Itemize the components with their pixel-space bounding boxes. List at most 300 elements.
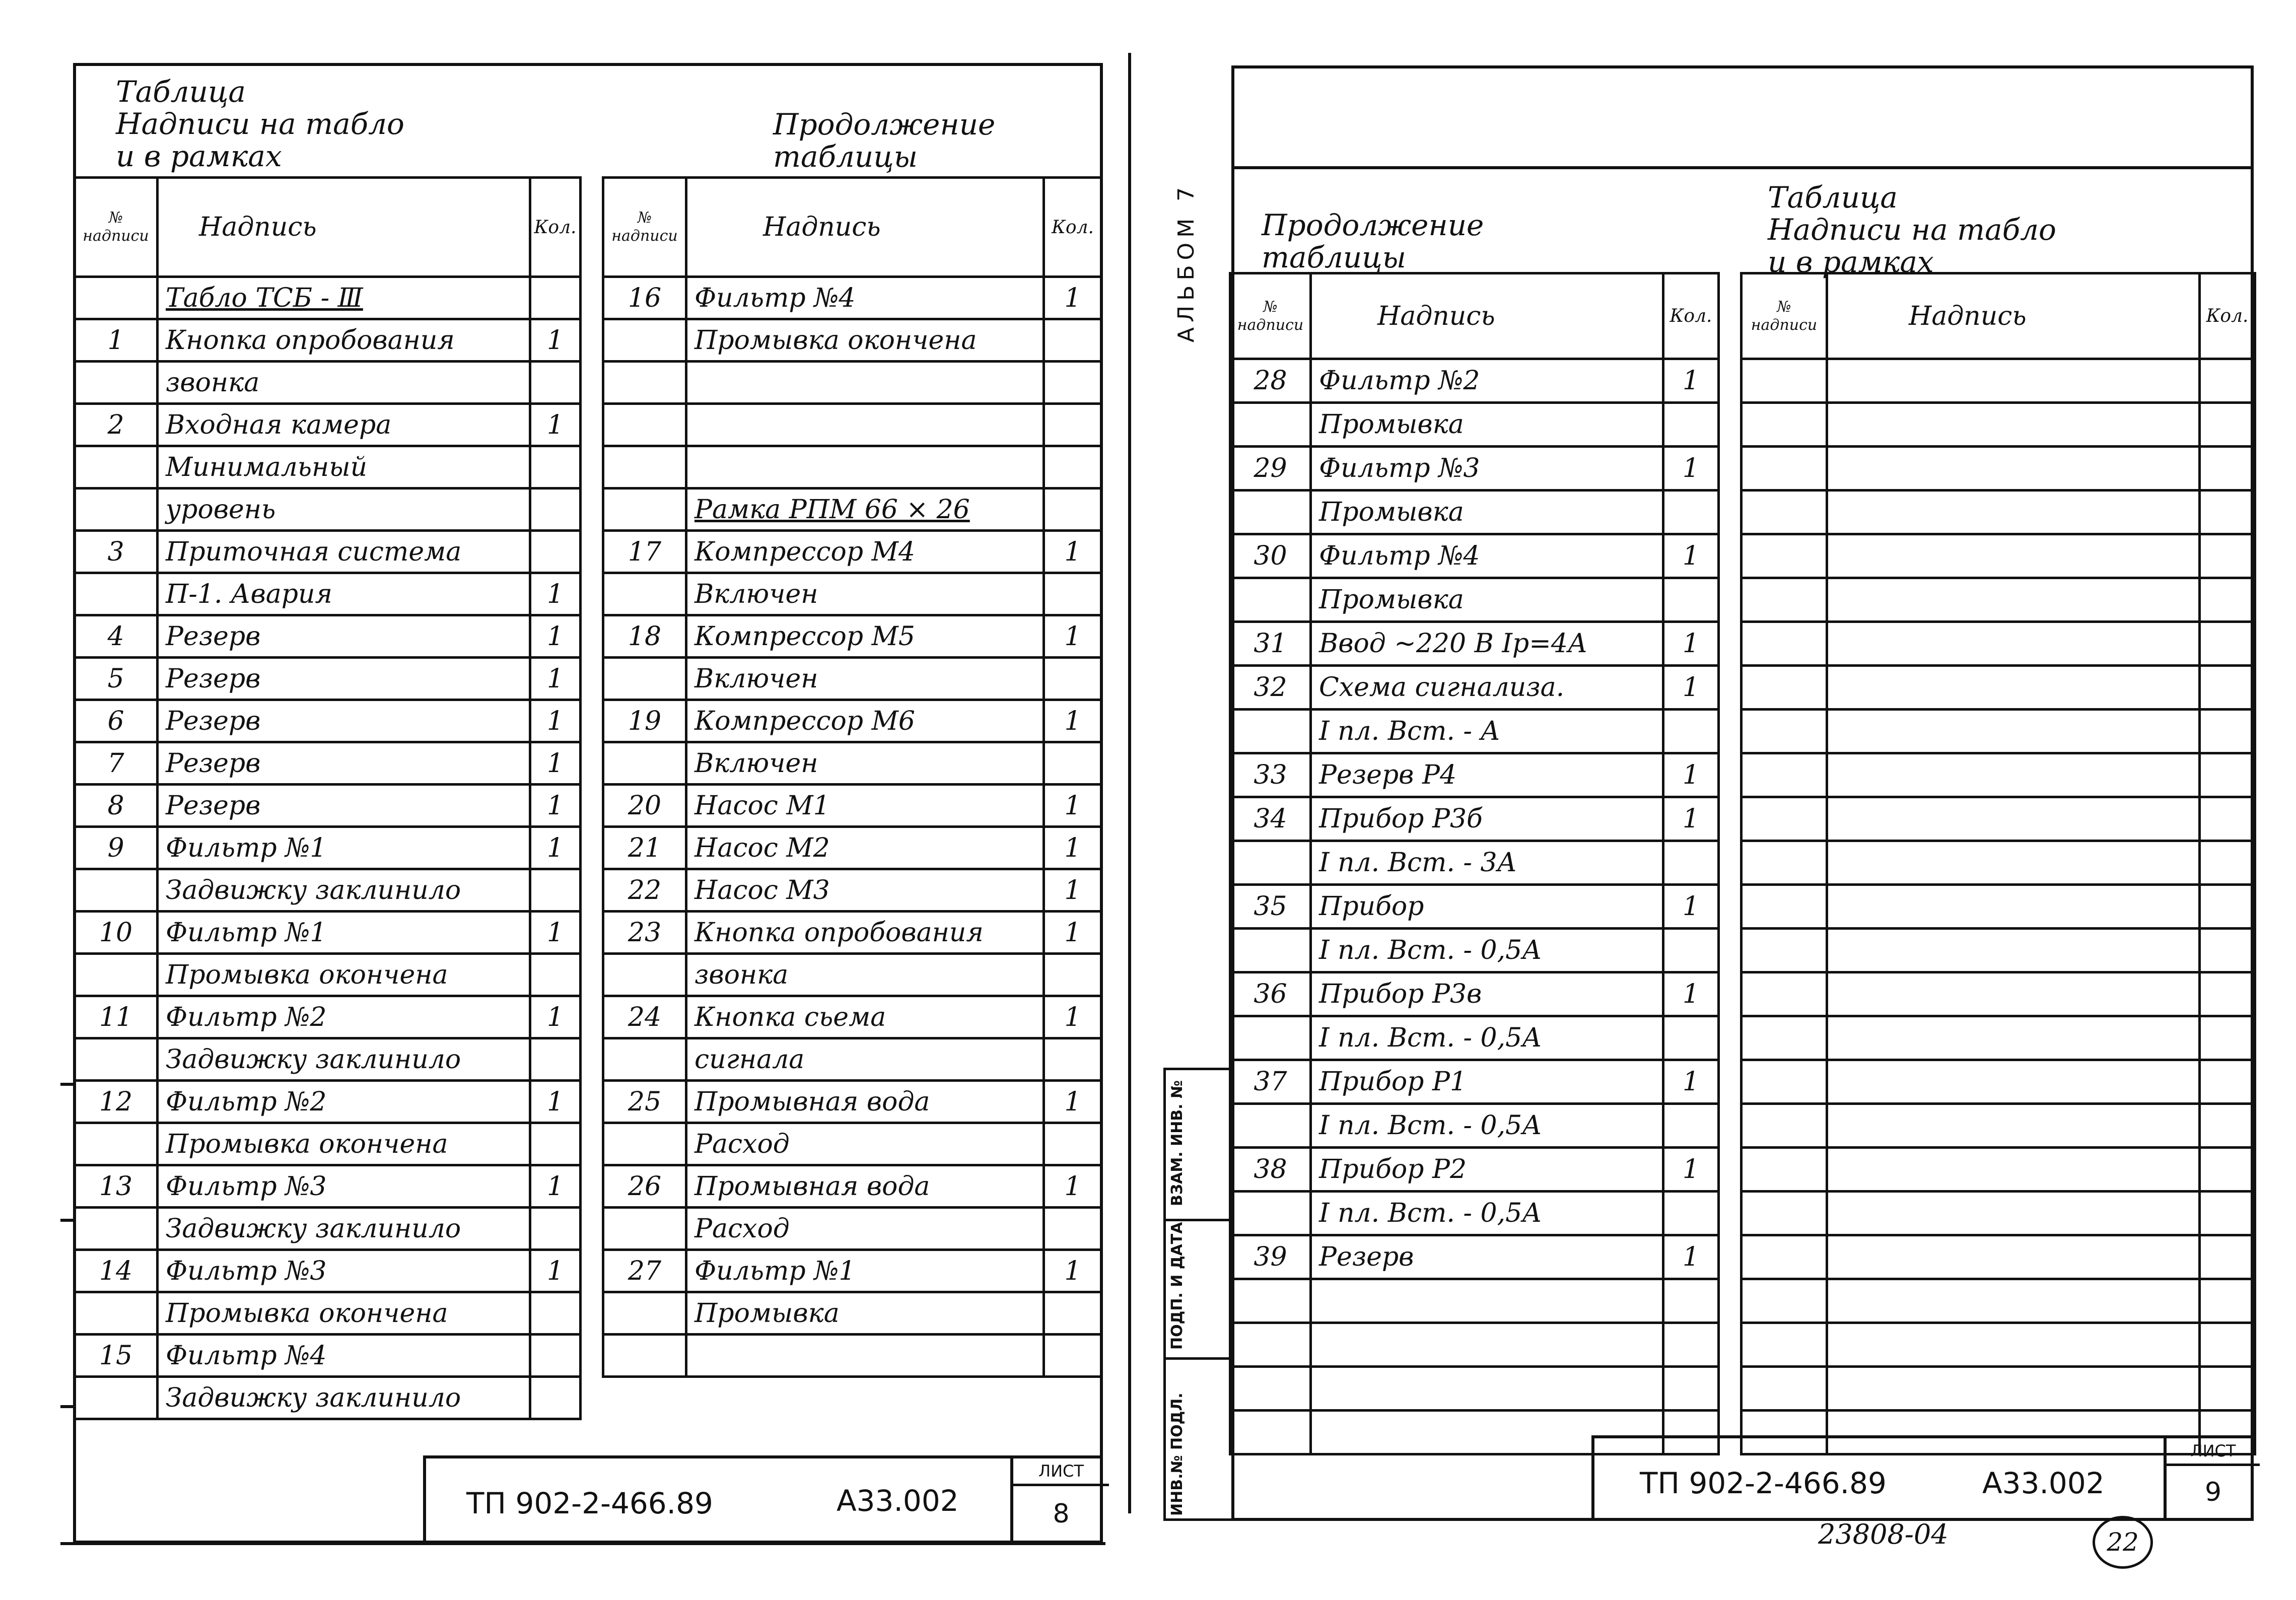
row-qty <box>530 1292 581 1335</box>
edge-mark-1 <box>60 1083 76 1086</box>
row-qty: 1 <box>530 404 581 446</box>
table-row <box>1230 753 1719 797</box>
table-row <box>75 1123 581 1165</box>
row-number: 1 <box>75 319 158 362</box>
row-qty <box>1663 1192 1719 1235</box>
doc-code: А33.002 <box>837 1484 959 1518</box>
empty-cell <box>1827 1060 2200 1104</box>
row-number: 28 <box>1230 359 1311 403</box>
header-qty: Кол. <box>530 178 581 277</box>
empty-cell <box>1742 1367 1827 1411</box>
row-label: Входная камера <box>158 404 530 446</box>
row-number <box>603 446 686 489</box>
header-qty: Кол. <box>1663 273 1719 359</box>
row-qty <box>1044 489 1102 531</box>
page-circle: 22 <box>2093 1516 2153 1569</box>
header-label: Надпись <box>1827 273 2200 359</box>
empty-cell <box>2200 491 2255 534</box>
table-row <box>1742 666 2255 710</box>
row-label: Резерв <box>158 785 530 827</box>
row-qty <box>530 954 581 996</box>
row-qty: 1 <box>530 785 581 827</box>
row-qty: 1 <box>1044 912 1102 954</box>
row-qty <box>1663 841 1719 885</box>
row-qty: 1 <box>1663 885 1719 929</box>
left-table-col2 <box>602 176 1103 1378</box>
row-qty <box>1663 403 1719 447</box>
empty-cell <box>1742 753 1827 797</box>
row-label: Резерв <box>158 658 530 700</box>
doc-number: ТП 902-2-466.89 <box>1640 1466 1887 1500</box>
row-number <box>1230 841 1311 885</box>
row-label: Приточная система <box>158 531 530 573</box>
row-label: Прибор Р2 <box>1311 1148 1663 1192</box>
sheet-cell <box>1010 1458 1109 1541</box>
row-label: Фильтр №3 <box>158 1250 530 1292</box>
row-label: П-1. Авария <box>158 573 530 615</box>
empty-cell <box>2200 885 2255 929</box>
row-qty <box>1044 1038 1102 1081</box>
table-row <box>1230 1279 1719 1323</box>
row-number: 34 <box>1230 797 1311 841</box>
row-number: 5 <box>75 658 158 700</box>
row-qty <box>1044 446 1102 489</box>
row-qty: 1 <box>530 827 581 869</box>
row-number <box>1230 403 1311 447</box>
table-row <box>1742 1279 2255 1323</box>
row-number <box>1230 1016 1311 1060</box>
row-label: Насос М3 <box>686 869 1044 912</box>
empty-cell <box>1827 359 2200 403</box>
album-label: АЛЬБОМ 7 <box>1173 182 1199 342</box>
row-qty: 1 <box>1663 1148 1719 1192</box>
empty-cell <box>1827 403 2200 447</box>
empty-cell <box>2200 359 2255 403</box>
row-qty <box>1044 573 1102 615</box>
empty-cell <box>1827 578 2200 622</box>
table-row <box>603 1292 1102 1335</box>
empty-cell <box>1827 622 2200 666</box>
edge-mark-3 <box>60 1405 76 1408</box>
table-row <box>75 658 581 700</box>
empty-cell <box>1827 885 2200 929</box>
empty-cell <box>1827 447 2200 491</box>
table-row <box>75 446 581 489</box>
row-number <box>603 573 686 615</box>
table-row <box>1742 1235 2255 1279</box>
empty-cell <box>1827 1323 2200 1367</box>
row-label: Компрессор М6 <box>686 700 1044 742</box>
row-number: 26 <box>603 1165 686 1208</box>
table-row <box>603 1165 1102 1208</box>
row-label: Резерв <box>158 742 530 785</box>
table-row <box>603 615 1102 658</box>
empty-cell <box>1742 929 1827 972</box>
row-label <box>1311 1323 1663 1367</box>
table-row <box>1742 1367 2255 1411</box>
row-label: Промывная вода <box>686 1165 1044 1208</box>
empty-cell <box>1827 972 2200 1016</box>
row-label: Прибор Р3б <box>1311 797 1663 841</box>
table-row <box>75 531 581 573</box>
row-label: Расход <box>686 1123 1044 1165</box>
row-number: 3 <box>75 531 158 573</box>
empty-cell <box>2200 1148 2255 1192</box>
empty-cell <box>1742 578 1827 622</box>
row-number: 11 <box>75 996 158 1038</box>
row-qty <box>530 489 581 531</box>
table-row <box>1742 447 2255 491</box>
row-qty: 1 <box>530 615 581 658</box>
table-row <box>1742 710 2255 753</box>
row-qty <box>1044 742 1102 785</box>
empty-cell <box>2200 710 2255 753</box>
row-label: Компрессор М4 <box>686 531 1044 573</box>
row-label <box>686 446 1044 489</box>
row-number: 33 <box>1230 753 1311 797</box>
row-label: Промывка окончена <box>686 319 1044 362</box>
table-row <box>1742 1016 2255 1060</box>
row-qty <box>1663 1279 1719 1323</box>
table-row <box>75 489 581 531</box>
row-number: 29 <box>1230 447 1311 491</box>
table-row <box>75 700 581 742</box>
row-label: Кнопка опробования <box>686 912 1044 954</box>
row-number: 39 <box>1230 1235 1311 1279</box>
footer-code: 23808-04 <box>1818 1518 1949 1550</box>
row-label: Включен <box>686 658 1044 700</box>
row-label: Промывная вода <box>686 1081 1044 1123</box>
row-qty: 1 <box>530 742 581 785</box>
row-label: Включен <box>686 742 1044 785</box>
empty-cell <box>1827 929 2200 972</box>
table-row <box>603 1038 1102 1081</box>
row-label: Резерв <box>158 615 530 658</box>
row-qty: 1 <box>1663 622 1719 666</box>
row-qty: 1 <box>1044 996 1102 1038</box>
row-qty <box>1663 929 1719 972</box>
row-label: Прибор Р1 <box>1311 1060 1663 1104</box>
table-row <box>1230 1148 1719 1192</box>
table-row <box>75 1335 581 1377</box>
table-row <box>1742 403 2255 447</box>
row-label: сигнала <box>686 1038 1044 1081</box>
row-label: Промывка <box>1311 578 1663 622</box>
row-number <box>1230 491 1311 534</box>
header-qty: Кол. <box>1044 178 1102 277</box>
table-row <box>75 1038 581 1081</box>
table-row <box>75 785 581 827</box>
empty-cell <box>1742 1323 1827 1367</box>
row-number <box>603 404 686 446</box>
row-label: Насос М2 <box>686 827 1044 869</box>
table-row <box>75 912 581 954</box>
row-label: звонка <box>158 362 530 404</box>
row-qty: 1 <box>1044 615 1102 658</box>
table-row <box>603 531 1102 573</box>
table-row <box>603 277 1102 319</box>
row-label: Фильтр №3 <box>158 1165 530 1208</box>
table-row <box>1230 1323 1719 1367</box>
row-label: Расход <box>686 1208 1044 1250</box>
table-row <box>1230 841 1719 885</box>
row-qty <box>530 1123 581 1165</box>
row-number <box>75 1377 158 1419</box>
empty-cell <box>1827 1016 2200 1060</box>
table-row <box>603 489 1102 531</box>
row-number <box>1230 1104 1311 1148</box>
row-number <box>75 954 158 996</box>
row-label: Кнопка сьема <box>686 996 1044 1038</box>
row-qty <box>530 531 581 573</box>
table-row <box>1230 1016 1719 1060</box>
row-number: 35 <box>1230 885 1311 929</box>
row-number <box>1230 578 1311 622</box>
row-qty: 1 <box>1044 700 1102 742</box>
row-qty: 1 <box>1663 972 1719 1016</box>
empty-cell <box>1827 1192 2200 1235</box>
row-number <box>75 362 158 404</box>
table-row <box>1230 578 1719 622</box>
row-number: 37 <box>1230 1060 1311 1104</box>
row-number <box>75 277 158 319</box>
row-number <box>75 489 158 531</box>
row-number: 7 <box>75 742 158 785</box>
table-row <box>75 1165 581 1208</box>
row-number <box>603 1038 686 1081</box>
table-row <box>1742 929 2255 972</box>
table-row <box>603 319 1102 362</box>
table-row <box>75 954 581 996</box>
row-number <box>1230 929 1311 972</box>
table-row <box>1742 578 2255 622</box>
table-row <box>75 827 581 869</box>
row-number: 12 <box>75 1081 158 1123</box>
row-qty: 1 <box>530 1081 581 1123</box>
table-row <box>1742 1323 2255 1367</box>
row-number: 19 <box>603 700 686 742</box>
table-row <box>75 869 581 912</box>
empty-cell <box>1827 491 2200 534</box>
fold-line <box>1128 53 1131 1513</box>
table-row <box>75 319 581 362</box>
empty-cell <box>1827 710 2200 753</box>
table-row <box>1230 491 1719 534</box>
row-number: 2 <box>75 404 158 446</box>
table-row <box>75 362 581 404</box>
row-number: 38 <box>1230 1148 1311 1192</box>
row-number: 22 <box>603 869 686 912</box>
empty-cell <box>1827 1104 2200 1148</box>
sheet-cell <box>2164 1438 2260 1518</box>
empty-cell <box>1742 972 1827 1016</box>
row-qty: 1 <box>530 1250 581 1292</box>
row-number: 9 <box>75 827 158 869</box>
table-row <box>1230 1367 1719 1411</box>
row-label: Рамка РПМ 66 × 26 <box>686 489 1044 531</box>
row-number <box>75 1292 158 1335</box>
row-label: Промывка окончена <box>158 1292 530 1335</box>
empty-cell <box>1742 359 1827 403</box>
table-row <box>1230 1192 1719 1235</box>
empty-cell <box>1742 797 1827 841</box>
empty-cell <box>2200 1323 2255 1367</box>
row-qty: 1 <box>1663 1060 1719 1104</box>
table-row <box>603 700 1102 742</box>
table-row <box>1230 1060 1719 1104</box>
table-row <box>603 742 1102 785</box>
empty-cell <box>2200 929 2255 972</box>
table-row <box>1742 1148 2255 1192</box>
empty-cell <box>1827 1279 2200 1323</box>
row-label: Фильтр №1 <box>686 1250 1044 1292</box>
table-row <box>603 658 1102 700</box>
row-number: 14 <box>75 1250 158 1292</box>
row-qty: 1 <box>1663 1235 1719 1279</box>
empty-cell <box>2200 534 2255 578</box>
header-label: Надпись <box>158 178 530 277</box>
row-label: Резерв Р4 <box>1311 753 1663 797</box>
row-number: 31 <box>1230 622 1311 666</box>
side-label-sign: ПОДП. И ДАТА <box>1168 1222 1186 1350</box>
table-row <box>603 1335 1102 1377</box>
right-title-block <box>1591 1435 2254 1521</box>
table-row <box>603 362 1102 404</box>
row-qty <box>1663 710 1719 753</box>
table-row <box>603 912 1102 954</box>
table-row <box>1742 972 2255 1016</box>
empty-cell <box>2200 797 2255 841</box>
empty-cell <box>1827 1148 2200 1192</box>
row-qty: 1 <box>1663 797 1719 841</box>
row-qty <box>1663 1104 1719 1148</box>
row-number <box>75 1208 158 1250</box>
table-row <box>603 869 1102 912</box>
row-qty: 1 <box>1663 534 1719 578</box>
table-row <box>75 1377 581 1419</box>
table-row <box>1742 753 2255 797</box>
empty-cell <box>2200 1279 2255 1323</box>
row-qty <box>1044 954 1102 996</box>
row-label: I пл. Вст. - 0,5А <box>1311 1104 1663 1148</box>
table-row <box>603 446 1102 489</box>
table-row <box>75 1081 581 1123</box>
row-label: Кнопка опробования <box>158 319 530 362</box>
row-label: Табло ТСБ - Ⅲ <box>158 277 530 319</box>
row-number: 20 <box>603 785 686 827</box>
row-qty <box>1663 491 1719 534</box>
empty-cell <box>1742 403 1827 447</box>
table-row <box>1742 622 2255 666</box>
table-row <box>75 742 581 785</box>
table-row <box>1742 1192 2255 1235</box>
row-label <box>686 404 1044 446</box>
empty-cell <box>2200 841 2255 885</box>
row-qty <box>1044 362 1102 404</box>
table-row <box>603 404 1102 446</box>
row-number: 15 <box>75 1335 158 1377</box>
row-number <box>603 954 686 996</box>
left-table-col1 <box>73 176 582 1420</box>
row-qty: 1 <box>530 912 581 954</box>
row-number: 21 <box>603 827 686 869</box>
empty-cell <box>2200 447 2255 491</box>
table-row <box>603 1208 1102 1250</box>
table-row <box>603 573 1102 615</box>
row-number <box>1230 1323 1311 1367</box>
empty-cell <box>1742 710 1827 753</box>
row-number <box>603 1123 686 1165</box>
row-label: Включен <box>686 573 1044 615</box>
row-qty: 1 <box>1044 1250 1102 1292</box>
row-qty <box>530 277 581 319</box>
row-qty: 1 <box>1663 666 1719 710</box>
row-number <box>75 1123 158 1165</box>
table-row <box>75 996 581 1038</box>
row-label: Фильтр №2 <box>158 1081 530 1123</box>
row-label: Фильтр №1 <box>158 827 530 869</box>
row-label: Минимальный <box>158 446 530 489</box>
empty-cell <box>1742 1060 1827 1104</box>
table-row <box>1742 1060 2255 1104</box>
right-top-band-line <box>1231 166 2254 169</box>
row-number <box>1230 1367 1311 1411</box>
empty-cell <box>1827 1235 2200 1279</box>
empty-cell <box>2200 1060 2255 1104</box>
table-row <box>1230 885 1719 929</box>
row-number <box>1230 1279 1311 1323</box>
header-label: Надпись <box>686 178 1044 277</box>
row-number <box>75 869 158 912</box>
table-row <box>1230 929 1719 972</box>
empty-cell <box>1742 1192 1827 1235</box>
row-qty: 1 <box>1044 277 1102 319</box>
table-row <box>603 1081 1102 1123</box>
left-bottom-line <box>60 1542 1105 1545</box>
row-number: 30 <box>1230 534 1311 578</box>
table-row <box>75 1292 581 1335</box>
table-row <box>603 954 1102 996</box>
row-number <box>1230 1411 1311 1454</box>
row-number <box>75 573 158 615</box>
row-label: уровень <box>158 489 530 531</box>
row-qty <box>1044 1208 1102 1250</box>
row-number <box>603 1292 686 1335</box>
empty-cell <box>1742 841 1827 885</box>
row-number: 25 <box>603 1081 686 1123</box>
row-label <box>686 1335 1044 1377</box>
row-label: Резерв <box>158 700 530 742</box>
row-qty: 1 <box>530 319 581 362</box>
empty-cell <box>2200 666 2255 710</box>
row-qty: 1 <box>1663 447 1719 491</box>
row-number: 10 <box>75 912 158 954</box>
row-label: Компрессор М5 <box>686 615 1044 658</box>
row-number <box>603 1335 686 1377</box>
table-row <box>1230 797 1719 841</box>
table-row <box>75 1208 581 1250</box>
empty-cell <box>2200 1016 2255 1060</box>
row-number: 32 <box>1230 666 1311 710</box>
row-label: Фильтр №2 <box>158 996 530 1038</box>
empty-cell <box>1742 1016 1827 1060</box>
row-number <box>603 319 686 362</box>
row-number <box>603 658 686 700</box>
row-qty <box>530 869 581 912</box>
empty-cell <box>1742 1235 1827 1279</box>
row-label: Задвижку заклинило <box>158 869 530 912</box>
side-label-replace: ВЗАМ. ИНВ. № <box>1168 1080 1186 1206</box>
